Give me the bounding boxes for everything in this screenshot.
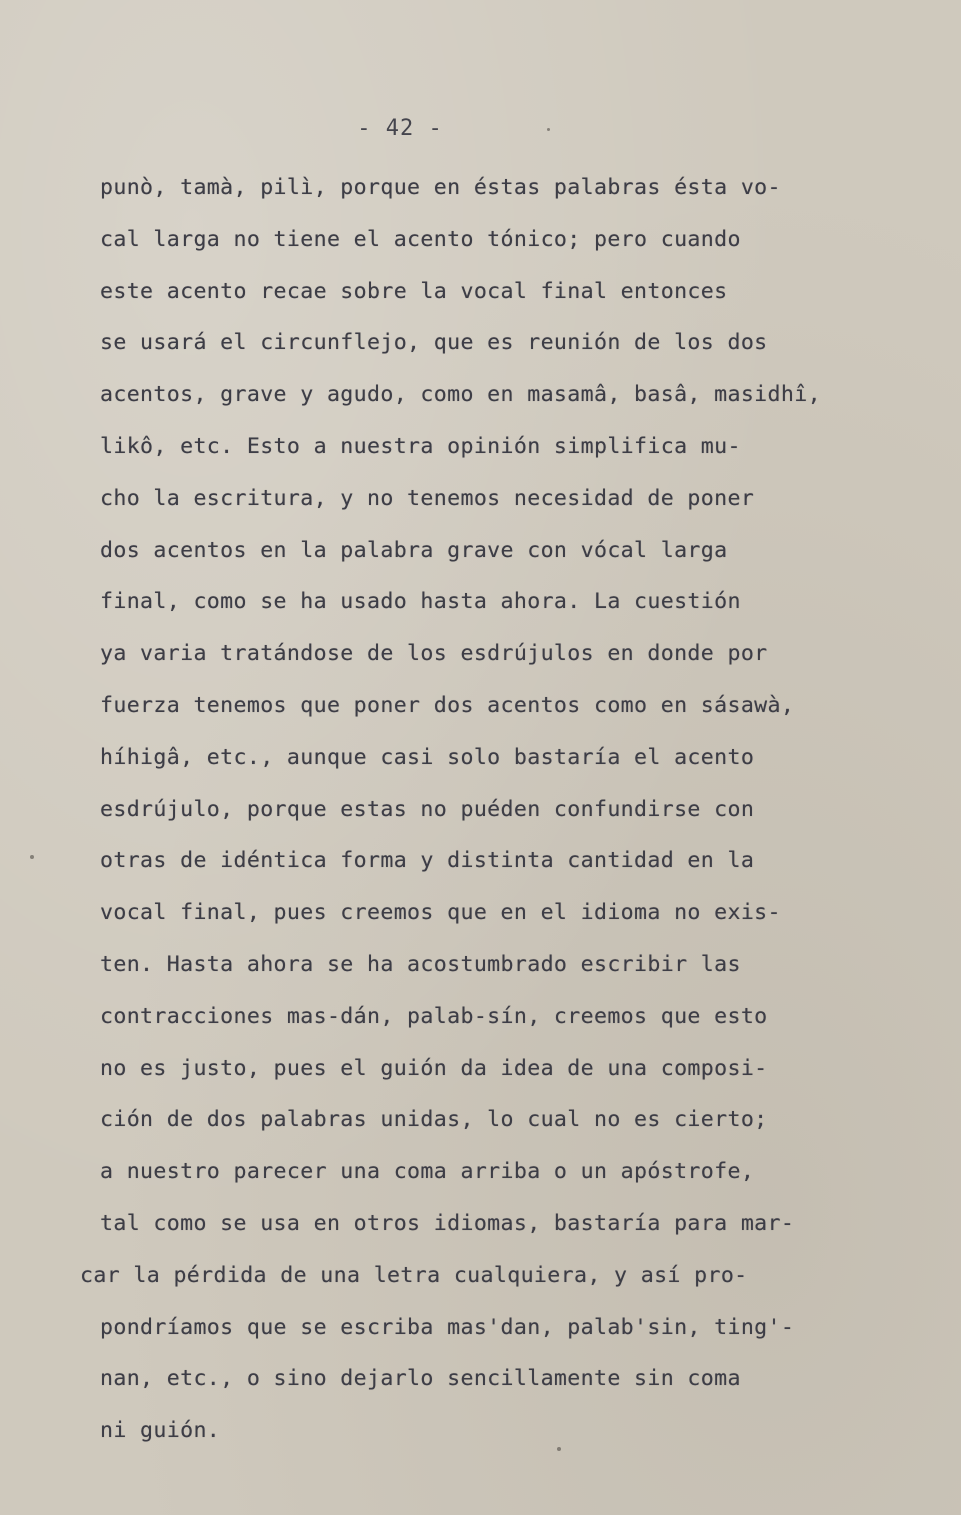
- text-line: este acento recae sobre la vocal final entonces: [100, 278, 728, 304]
- text-line: ya varia tratándose de los esdrújulos en donde por: [100, 641, 768, 667]
- text-line: nan, etc., o sino dejarlo sencillamente sin coma: [100, 1366, 741, 1392]
- text-line: cho la escritura, y no tenemos necesidad de poner: [100, 485, 755, 511]
- text-line: fuerza tenemos que poner dos acentos como en sásawà,: [100, 692, 795, 718]
- text-line: final, como se ha usado hasta ahora. La cuestión: [100, 589, 741, 615]
- paper-speck: [557, 1447, 561, 1451]
- text-line: dos acentos en la palabra grave con vócal larga: [100, 537, 728, 563]
- text-line: contracciones mas-dán, palab-sín, creemos que esto: [100, 1003, 768, 1029]
- text-line: ni guión.: [100, 1418, 221, 1444]
- body-text: [80, 162, 940, 1457]
- text-line: ción de dos palabras unidas, lo cual no es cierto;: [100, 1107, 768, 1133]
- text-line: a nuestro parecer una coma arriba o un apóstrofe,: [100, 1159, 755, 1185]
- text-line: car la pérdida de una letra cualquiera, y así pro-: [80, 1262, 748, 1288]
- text-line: pondríamos que se escriba mas'dan, palab'sin, ting'-: [100, 1314, 795, 1340]
- text-line: híhigâ, etc., aunque casi solo bastaría el acento: [100, 744, 755, 770]
- text-line: se usará el circunflejo, que es reunión de los dos: [100, 330, 768, 356]
- text-line: acentos, grave y agudo, como en masamâ, basâ, masidhî,: [100, 382, 821, 408]
- text-line: cal larga no tiene el acento tónico; pero cuando: [100, 226, 741, 252]
- text-line: punò, tamà, pilì, porque en éstas palabras ésta vo-: [100, 175, 781, 200]
- text-line: esdrújulo, porque estas no puéden confundirse con: [100, 796, 755, 822]
- text-line: tal como se usa en otros idiomas, bastaría para mar-: [100, 1210, 795, 1236]
- text-line: likô, etc. Esto a nuestra opinión simplifica mu-: [100, 433, 741, 459]
- text-line: no es justo, pues el guión da idea de una composi-: [100, 1055, 768, 1081]
- page-number: - 42 -: [357, 116, 443, 141]
- text-line: otras de idéntica forma y distinta cantidad en la: [100, 848, 755, 874]
- paper-speck: [30, 855, 34, 859]
- text-line: vocal final, pues creemos que en el idioma no exis-: [100, 900, 781, 926]
- paper-speck: [547, 128, 550, 131]
- text-line: ten. Hasta ahora se ha acostumbrado escribir las: [100, 951, 741, 977]
